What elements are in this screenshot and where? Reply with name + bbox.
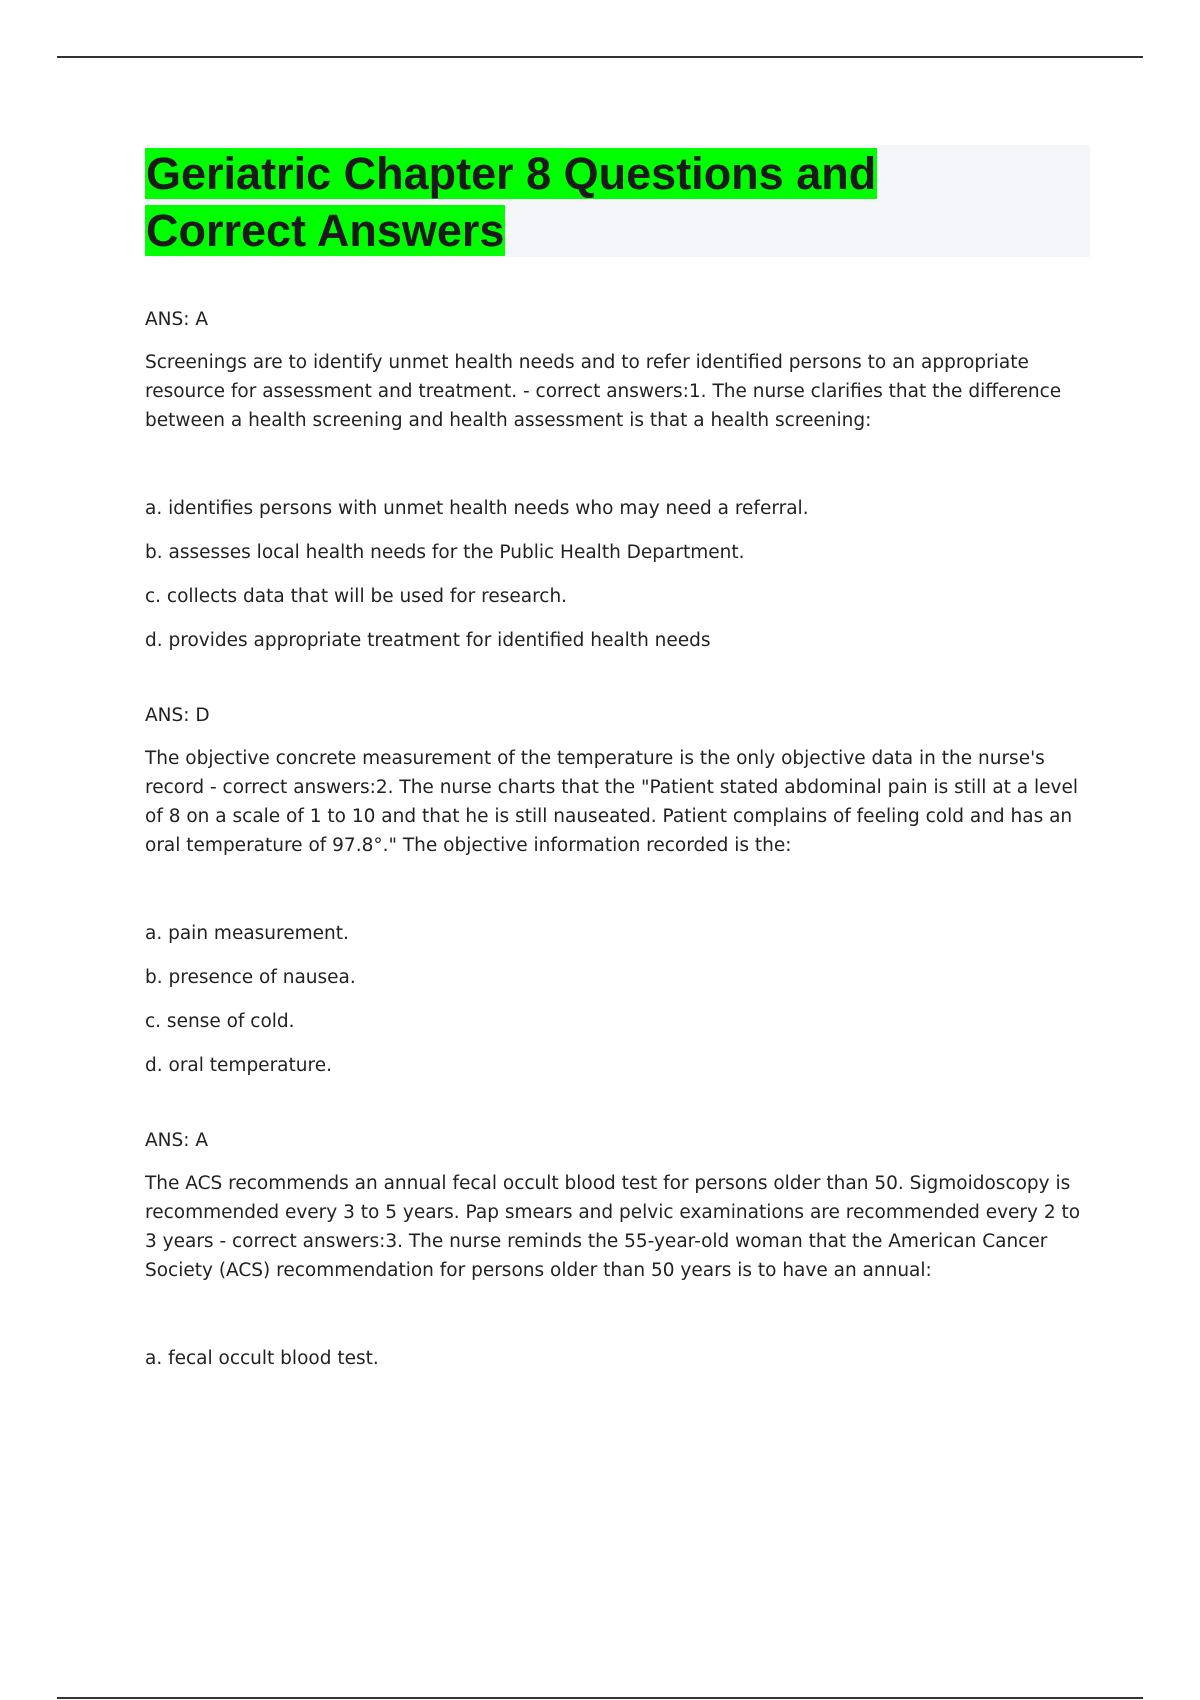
option-item: d. oral temperature. xyxy=(145,1055,332,1076)
option-list xyxy=(145,919,1090,1080)
option-item: d. provides appropriate treatment for identified health needs xyxy=(145,630,711,651)
option-item: c. collects data that will be used for research. xyxy=(145,586,568,607)
option-item: b. assesses local health needs for the Public Health Department. xyxy=(145,542,745,563)
option-list xyxy=(145,494,1090,655)
option-item: a. pain measurement. xyxy=(145,923,349,944)
title-band xyxy=(145,145,1090,257)
option-item: a. fecal occult blood test. xyxy=(145,1348,379,1369)
question-text: Screenings are to identify unmet health needs and to refer identified persons to an appropriate resource for assessment and treatment. - correct answers:1. The nurse clarifies that the difference between a health screening and health assessment is that a health screening: xyxy=(145,352,1062,431)
document-body xyxy=(145,145,1090,1388)
option-item: b. presence of nausea. xyxy=(145,967,356,988)
question-text: The ACS recommends an annual fecal occult blood test for persons older than 50. Sigmoidoscopy is recommended every 3 to 5 years. Pap smears and pelvic examinations are recommended every 2 to 3 years - correct answers:3. The nurse reminds the 55-year-old woman that the American Cancer Society (ACS) recommendation for persons older than 50 years is to have an annual: xyxy=(145,1173,1081,1281)
question-text: The objective concrete measurement of the temperature is the only objective data in the nurse's record - correct answers:2. The nurse charts that the "Patient stated abdominal pain is still at a level of 8 on a scale of 1 to 10 and that he is still nauseated. Patient complains of feeling cold and has an oral temperature of 97.8°." The objective information recorded is the: xyxy=(145,748,1078,856)
answer-key: ANS: A xyxy=(145,1130,209,1151)
title-line-2: Correct Answers xyxy=(146,205,505,256)
top-rule xyxy=(57,56,1143,58)
option-item: a. identifies persons with unmet health needs who may need a referral. xyxy=(145,498,809,519)
bottom-rule xyxy=(57,1697,1143,1699)
option-list xyxy=(145,1344,1090,1373)
answer-key: ANS: A xyxy=(145,309,209,330)
title-line-1: Geriatric Chapter 8 Questions and xyxy=(146,148,877,199)
document-title xyxy=(145,145,1090,259)
answer-key: ANS: D xyxy=(145,705,210,726)
option-item: c. sense of cold. xyxy=(145,1011,295,1032)
